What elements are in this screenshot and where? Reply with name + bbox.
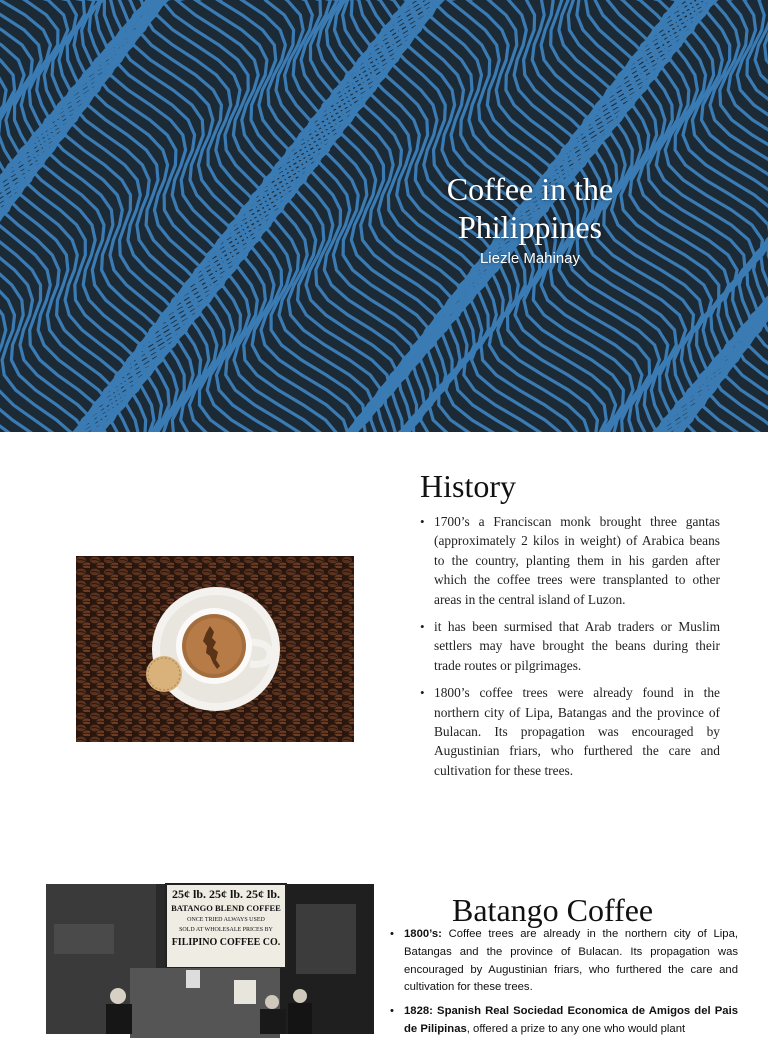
sign-price-line: 25¢ lb. 25¢ lb. 25¢ lb. — [171, 887, 281, 901]
list-item: • 1700’s a Franciscan monk brought three gantas (approximately 2 kilos in weight) of Arabica beans to the country, planting them in his garden after which the coffee trees were transplanted to other areas in the central island of Luzon. — [420, 512, 720, 609]
sign-company-line: FILIPINO COFFEE CO. — [171, 937, 281, 948]
list-item — [388, 1003, 738, 1039]
wave-pattern-background — [0, 0, 768, 432]
batango-bullet-list — [388, 926, 738, 1045]
bullet-bold-text: Spanish Real Sociedad Economica de Amigos del Pais de Pilipinas — [404, 1005, 738, 1035]
list-item: • 1800’s coffee trees were already found in the northern city of Lipa, Batangas and the province of Bulacan. Its propagation was encouraged by Augustinian friars, who furthered the care and cultivation for these trees. — [420, 683, 720, 780]
title-line-2: Philippines — [457, 209, 602, 245]
coffee-cup-photo — [76, 556, 354, 742]
title-line-1: Coffee in the — [446, 171, 614, 207]
title-slide — [0, 0, 768, 432]
presentation-title — [420, 170, 640, 246]
bullet-lead: 1828: — [404, 1005, 433, 1018]
sign-tagline: ONCE TRIED ALWAYS USED — [187, 917, 265, 923]
bullet-lead: 1800’s: — [404, 928, 442, 940]
sign-wholesale-line: SOLD AT WHOLESALE PRICES BY — [179, 927, 273, 933]
bullet-text: , offered a prize to any one who would plant — [466, 1022, 686, 1035]
list-item: • it has been surmised that Arab traders or Muslim settlers may have brought the beans during their trade routes or pilgrimages. — [420, 617, 720, 675]
history-heading: History — [420, 468, 516, 504]
history-bullet-list — [420, 512, 720, 788]
history-slide — [0, 432, 768, 864]
author-name: Liezle Mahinay — [479, 250, 581, 267]
batango-coffee-slide — [0, 864, 768, 1035]
batango-coffee-heading: Batango Coffee — [452, 892, 654, 928]
bullet-text: Coffee trees are already in the northern city of Lipa, Batangas and the province of Bulacan. Its propagation was encouraged by Augustinian friars, who furthered the care and cultivation for these trees. — [404, 928, 738, 994]
vintage-coffee-shop-photo — [46, 884, 374, 1034]
sign-brand-line: BATANGO BLEND COFFEE — [171, 903, 281, 913]
list-item — [388, 926, 738, 997]
shop-sign — [168, 886, 284, 951]
title-block — [420, 170, 640, 267]
